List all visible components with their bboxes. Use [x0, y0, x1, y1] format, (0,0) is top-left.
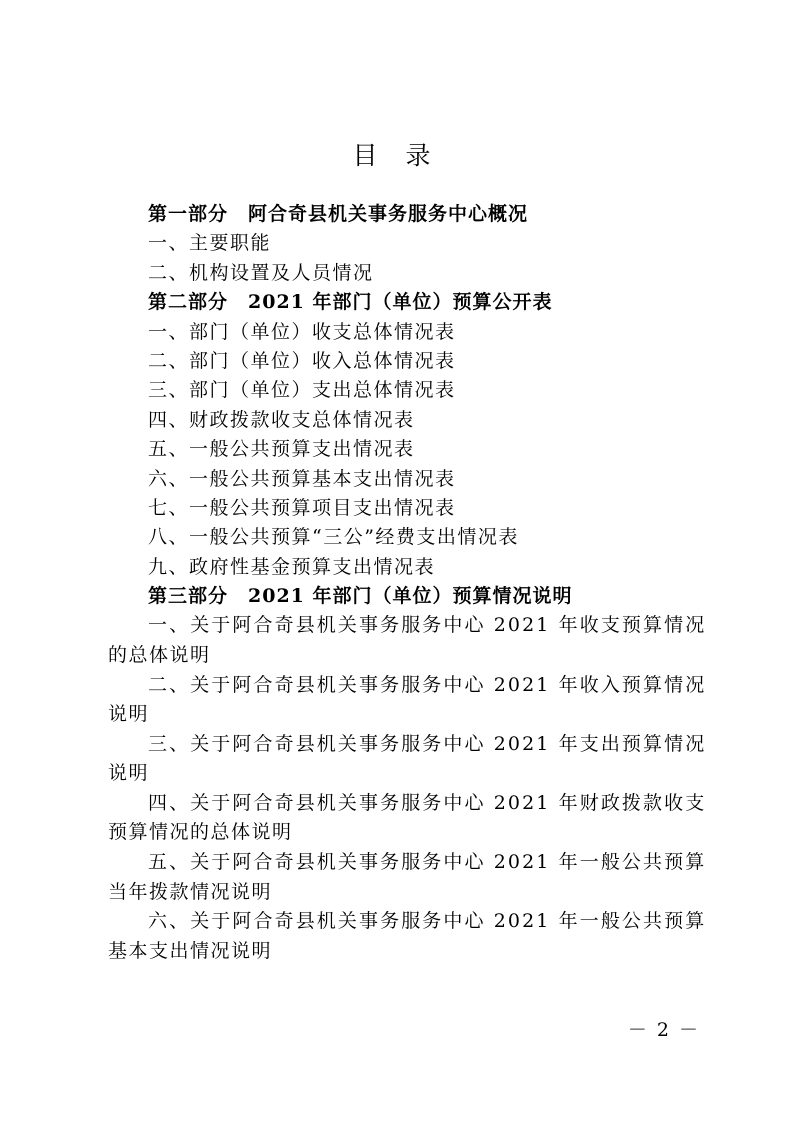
- toc-item: 五、一般公共预算支出情况表: [148, 438, 415, 461]
- toc-item: 四、关于阿合奇县机关事务服务中心 2021 年财政拨款收支: [148, 791, 707, 814]
- toc-part-heading: 第二部分 2021 年部门（单位）预算公开表: [148, 291, 553, 314]
- table-of-contents: [108, 200, 708, 967]
- toc-item: 七、一般公共预算项目支出情况表: [148, 496, 456, 519]
- toc-item-continuation: 的总体说明: [108, 643, 211, 666]
- toc-item-continuation: 当年拨款情况说明: [108, 880, 273, 903]
- toc-item: 六、关于阿合奇县机关事务服务中心 2021 年一般公共预算: [148, 910, 707, 933]
- toc-item: 三、关于阿合奇县机关事务服务中心 2021 年支出预算情况: [148, 732, 707, 755]
- toc-item: 二、机构设置及人员情况: [148, 261, 374, 284]
- page-title: 目 录: [352, 141, 441, 170]
- toc-item: 二、部门（单位）收入总体情况表: [148, 349, 456, 372]
- toc-item-continuation: 预算情况的总体说明: [108, 821, 293, 844]
- toc-item: 五、关于阿合奇县机关事务服务中心 2021 年一般公共预算: [148, 851, 707, 874]
- toc-part-heading: 第一部分 阿合奇县机关事务服务中心概况: [148, 203, 529, 225]
- page-number: － 2 －: [627, 1019, 700, 1041]
- toc-item: 三、部门（单位）支出总体情况表: [148, 379, 456, 402]
- toc-item-continuation: 说明: [108, 703, 150, 726]
- toc-item: 一、关于阿合奇县机关事务服务中心 2021 年收支预算情况: [148, 614, 707, 637]
- toc-item: 八、一般公共预算“三公”经费支出情况表: [148, 526, 519, 549]
- toc-item: 一、部门（单位）收支总体情况表: [148, 320, 456, 343]
- toc-item: 一、主要职能: [148, 232, 272, 255]
- toc-item-continuation: 说明: [108, 762, 150, 785]
- toc-item: 六、一般公共预算基本支出情况表: [148, 467, 456, 490]
- toc-item: 四、财政拨款收支总体情况表: [148, 408, 415, 431]
- toc-item: 二、关于阿合奇县机关事务服务中心 2021 年收入预算情况: [148, 673, 707, 696]
- toc-item: 九、政府性基金预算支出情况表: [148, 555, 436, 578]
- toc-item-continuation: 基本支出情况说明: [108, 939, 273, 962]
- toc-part-heading: 第三部分 2021 年部门（单位）预算情况说明: [148, 585, 573, 608]
